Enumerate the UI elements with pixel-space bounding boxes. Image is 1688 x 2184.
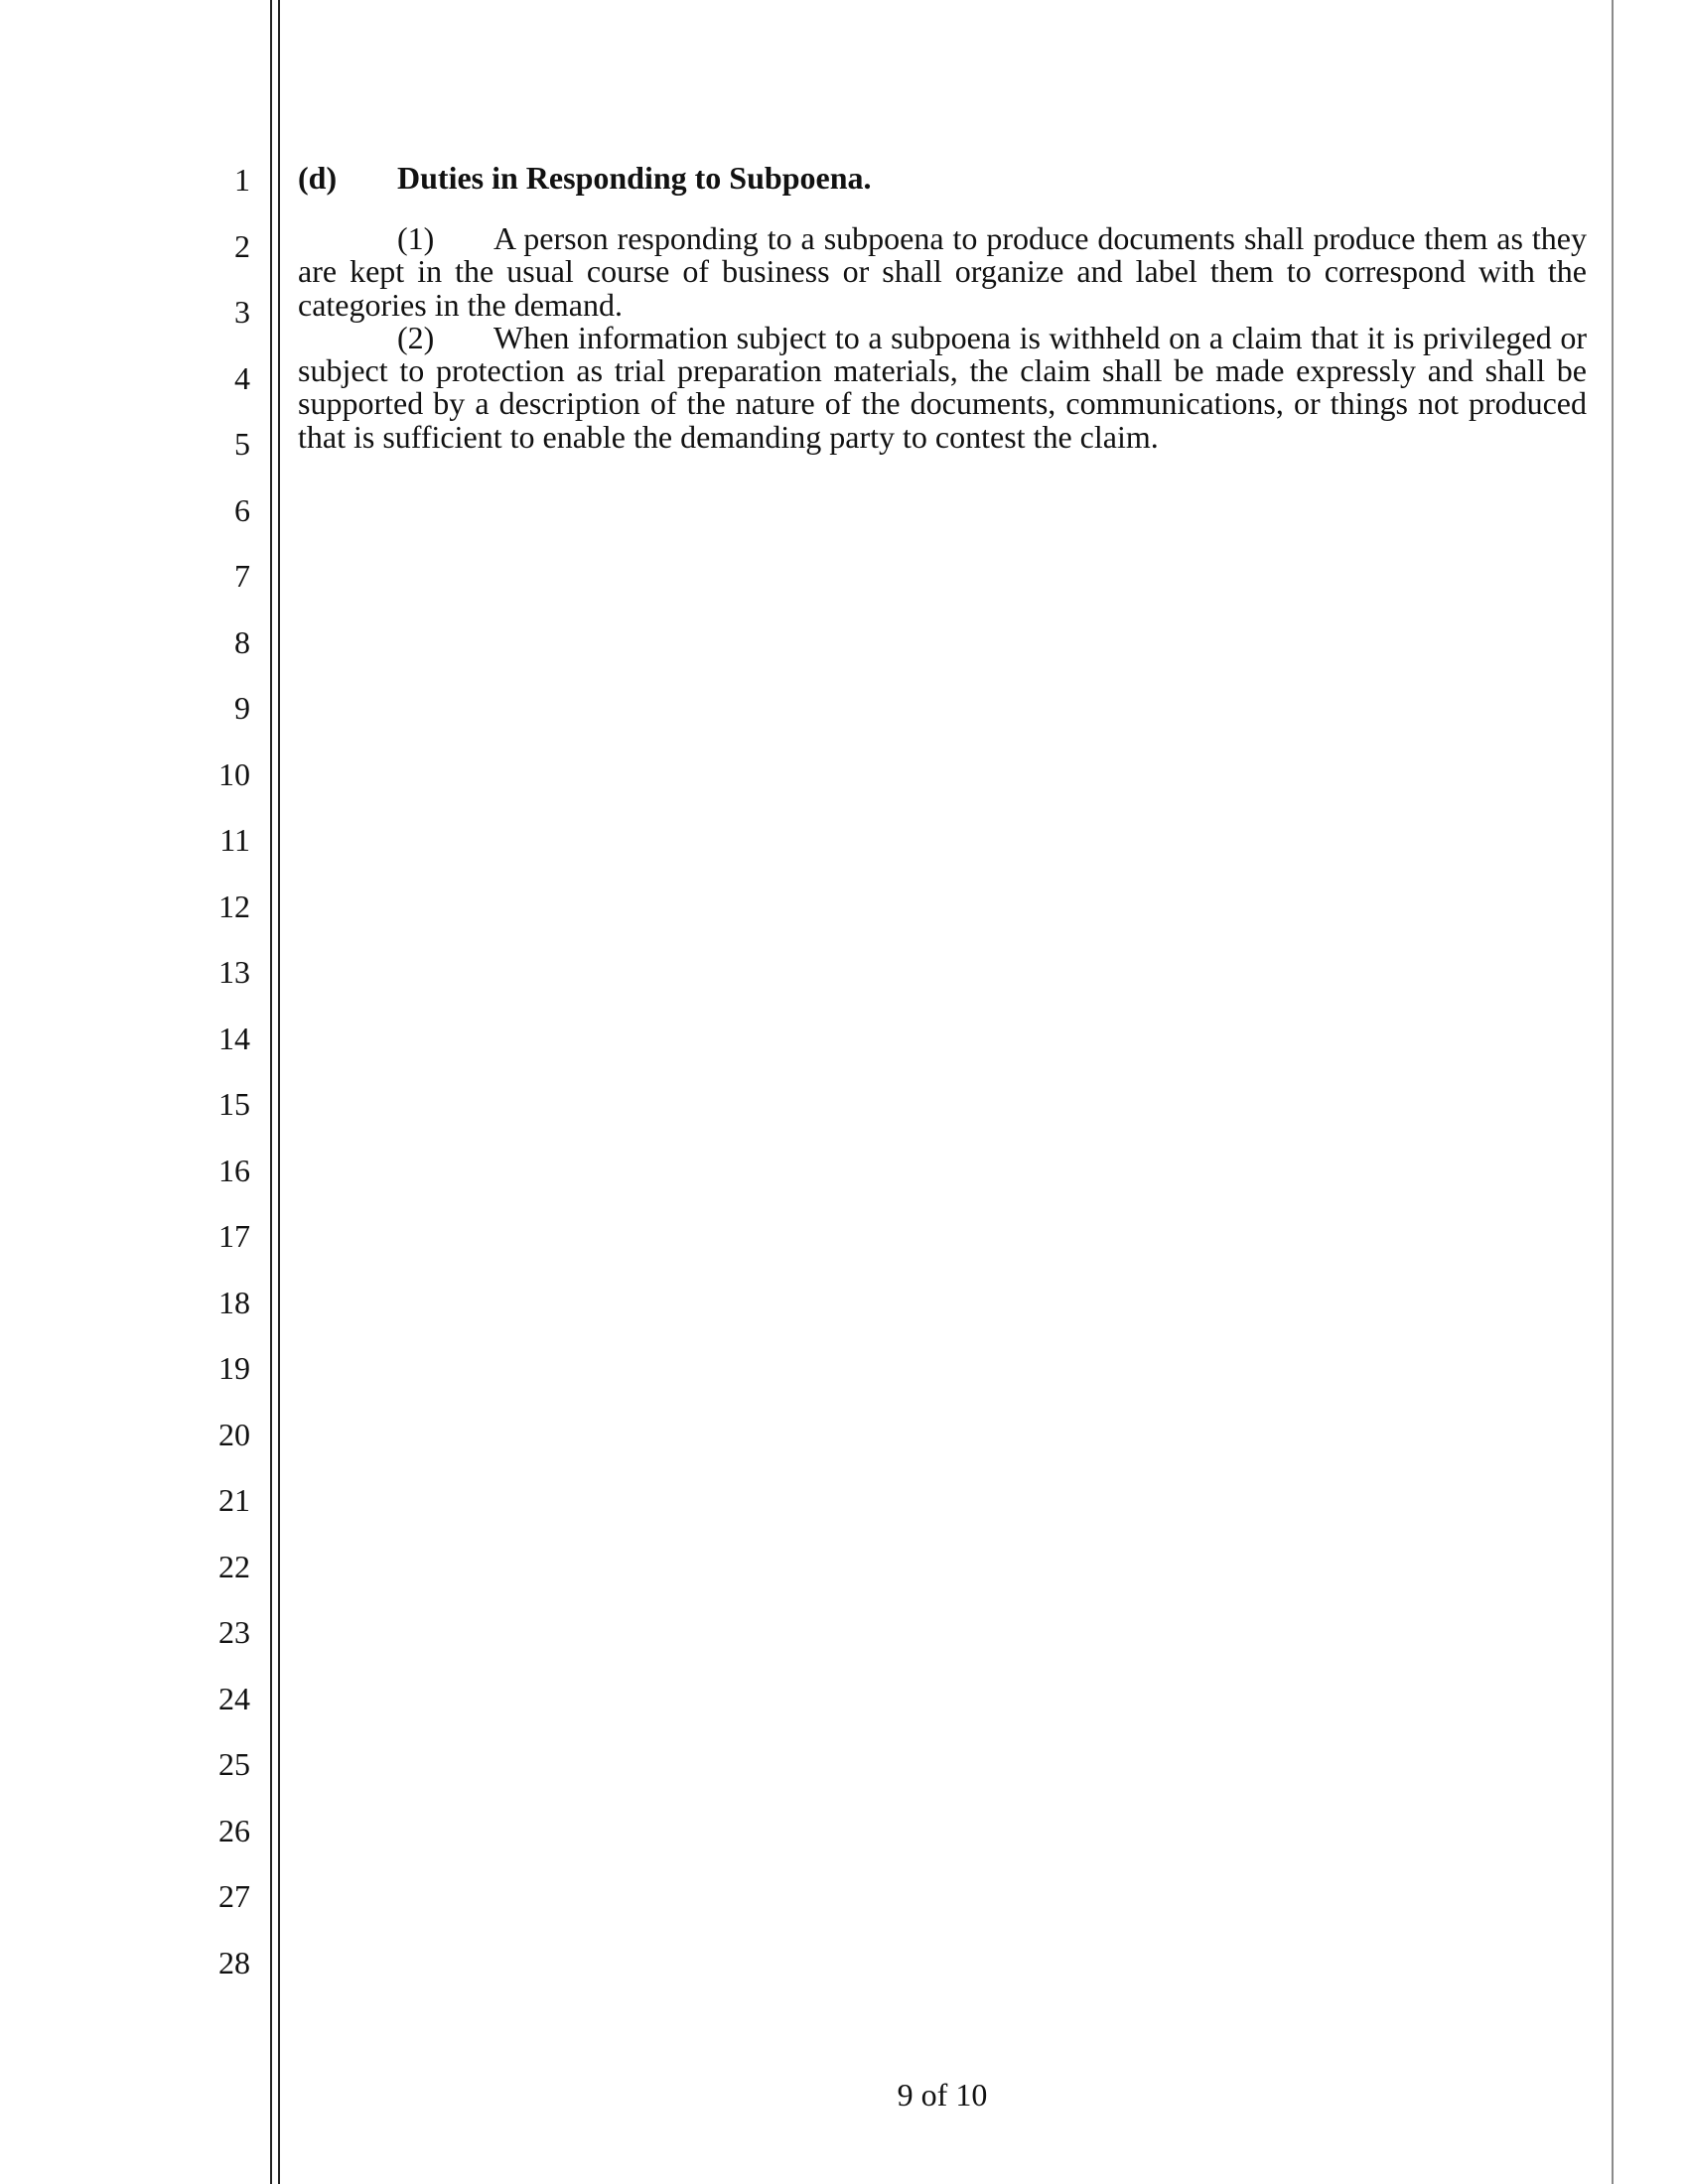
line-number: 6 bbox=[234, 491, 250, 528]
line-number: 3 bbox=[234, 294, 250, 330]
page-number: 9 of 10 bbox=[897, 2077, 988, 2113]
paragraph-text: A person responding to a subpoena to produce documents shall produce them as they are kept in the usual course of business or shall organize and label them to correspond with the categories in the demand. bbox=[298, 220, 1587, 323]
line-number: 27 bbox=[218, 1878, 250, 1914]
line-number: 15 bbox=[218, 1086, 250, 1122]
paragraph-text: When information subject to a subpoena is withheld on a claim that it is privileged or subject to protection as trial preparation materials, the claim shall be made expressly and shall be supported by a description of the nature of the documents, communications, or things not produced that is sufficient to enable the demanding party to contest the claim. bbox=[298, 319, 1587, 455]
left-margin-rule-inner bbox=[278, 0, 280, 2184]
line-number: 13 bbox=[218, 954, 250, 990]
line-number: 8 bbox=[234, 623, 250, 660]
line-number: 9 bbox=[234, 690, 250, 726]
line-number: 24 bbox=[218, 1680, 250, 1716]
line-number: 14 bbox=[218, 1020, 250, 1056]
line-number: 16 bbox=[218, 1152, 250, 1188]
line-number: 2 bbox=[234, 227, 250, 264]
paragraph-1 bbox=[298, 222, 1587, 322]
left-margin-rule-outer bbox=[270, 0, 272, 2184]
line-number: 18 bbox=[218, 1284, 250, 1320]
line-number: 17 bbox=[218, 1218, 250, 1254]
right-margin-rule bbox=[1612, 0, 1614, 2184]
line-number: 12 bbox=[218, 887, 250, 924]
line-number: 10 bbox=[218, 755, 250, 792]
line-number: 11 bbox=[219, 822, 250, 858]
line-number: 21 bbox=[218, 1482, 250, 1518]
line-number: 4 bbox=[234, 359, 250, 396]
line-number: 20 bbox=[218, 1416, 250, 1452]
section-heading bbox=[298, 157, 1587, 222]
line-number: 25 bbox=[218, 1746, 250, 1782]
line-number: 19 bbox=[218, 1350, 250, 1386]
line-number: 5 bbox=[234, 426, 250, 462]
line-number: 22 bbox=[218, 1548, 250, 1584]
section-title: Duties in Responding to Subpoena. bbox=[397, 160, 872, 196]
pleading-line-numbers bbox=[179, 159, 250, 2007]
line-number: 7 bbox=[234, 558, 250, 594]
paragraph-number: (2) bbox=[397, 319, 435, 355]
line-number: 1 bbox=[234, 162, 250, 198]
paragraph-2 bbox=[298, 319, 1587, 455]
section-label: (d) bbox=[298, 160, 338, 196]
document-body bbox=[298, 157, 1587, 454]
line-number: 23 bbox=[218, 1614, 250, 1650]
line-number: 26 bbox=[218, 1812, 250, 1848]
line-number: 28 bbox=[218, 1944, 250, 1980]
paragraph-number: (1) bbox=[397, 220, 435, 256]
page-footer bbox=[298, 2075, 1587, 2115]
